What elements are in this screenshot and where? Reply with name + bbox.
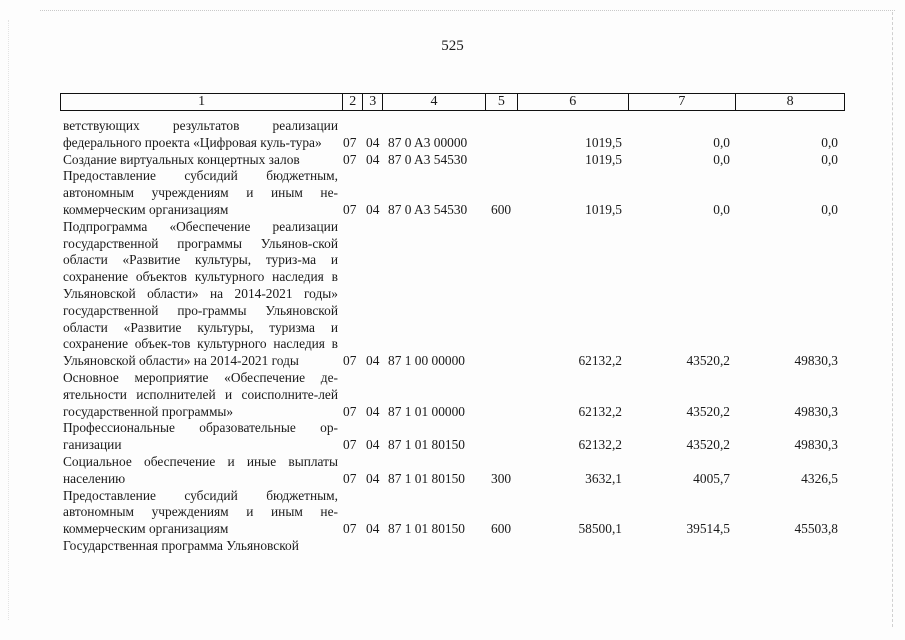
cell-pr: 04 <box>366 403 380 419</box>
cell-pr: 04 <box>366 134 380 150</box>
header-col-7: 7 <box>629 94 737 110</box>
cell-csr: 87 1 01 80150 <box>388 470 465 486</box>
cell-pr: 04 <box>366 201 380 217</box>
budget-table-body <box>63 118 848 555</box>
cell-year-2: 0,0 <box>713 151 730 167</box>
cell-pr: 04 <box>366 470 380 486</box>
cell-year-3: 4326,5 <box>801 470 838 486</box>
cell-rz: 07 <box>343 151 357 167</box>
row-values <box>63 471 848 488</box>
cell-pr: 04 <box>366 437 380 453</box>
row-values <box>63 437 848 454</box>
cell-pr: 04 <box>366 151 380 167</box>
table-header <box>60 93 845 111</box>
row-values <box>63 404 848 421</box>
table-row <box>63 538 848 555</box>
cell-vr: 600 <box>491 201 512 217</box>
cell-year-3: 0,0 <box>821 134 838 150</box>
scan-edge-top <box>40 10 895 12</box>
table-row <box>63 152 848 169</box>
cell-vr: 300 <box>491 470 512 486</box>
row-name: Социальное обеспечение и иные выплаты населению <box>63 453 338 486</box>
row-name: Государственная программа Ульяновской <box>63 537 299 553</box>
cell-year-1: 1019,5 <box>585 134 622 150</box>
cell-csr: 87 1 01 80150 <box>388 521 465 537</box>
cell-year-1: 62132,2 <box>578 437 622 453</box>
row-values <box>63 152 848 169</box>
cell-csr: 87 1 00 00000 <box>388 353 465 369</box>
row-name: Предоставление субсидий бюджетным, автономным учреждениям и иным не-коммерческим организациям <box>63 487 338 537</box>
row-values <box>63 353 848 370</box>
cell-pr: 04 <box>366 353 380 369</box>
cell-year-2: 43520,2 <box>686 437 730 453</box>
cell-rz: 07 <box>343 437 357 453</box>
cell-year-1: 1019,5 <box>585 201 622 217</box>
scan-edge-right <box>892 12 894 627</box>
cell-csr: 87 0 A3 54530 <box>388 201 468 217</box>
cell-pr: 04 <box>366 521 380 537</box>
cell-rz: 07 <box>343 353 357 369</box>
row-name: Создание виртуальных концертных залов <box>63 151 300 167</box>
table-row <box>63 118 848 152</box>
cell-year-2: 4005,7 <box>693 470 730 486</box>
cell-year-3: 45503,8 <box>794 521 838 537</box>
cell-year-2: 43520,2 <box>686 403 730 419</box>
cell-csr: 87 0 A3 00000 <box>388 134 468 150</box>
table-row <box>63 219 848 370</box>
cell-rz: 07 <box>343 521 357 537</box>
cell-rz: 07 <box>343 134 357 150</box>
cell-year-2: 0,0 <box>713 201 730 217</box>
row-values <box>63 135 848 152</box>
cell-rz: 07 <box>343 470 357 486</box>
cell-year-1: 62132,2 <box>578 403 622 419</box>
cell-year-2: 43520,2 <box>686 353 730 369</box>
cell-rz: 07 <box>343 201 357 217</box>
cell-year-2: 39514,5 <box>686 521 730 537</box>
cell-year-1: 62132,2 <box>578 353 622 369</box>
table-row <box>63 488 848 538</box>
header-col-4: 4 <box>383 94 486 110</box>
cell-year-3: 0,0 <box>821 151 838 167</box>
cell-vr: 600 <box>491 521 512 537</box>
cell-year-1: 1019,5 <box>585 151 622 167</box>
header-col-5: 5 <box>486 94 518 110</box>
cell-rz: 07 <box>343 403 357 419</box>
cell-csr: 87 0 A3 54530 <box>388 151 468 167</box>
cell-year-1: 58500,1 <box>578 521 622 537</box>
row-name: Предоставление субсидий бюджетным, автономным учреждениям и иным не-коммерческим организациям <box>63 168 338 217</box>
page-number: 525 <box>441 38 464 54</box>
header-col-1: 1 <box>61 94 343 110</box>
table-row <box>63 168 848 218</box>
cell-year-3: 49830,3 <box>794 437 838 453</box>
cell-csr: 87 1 01 00000 <box>388 403 465 419</box>
row-name: ветствующих результатов реализации федерального проекта «Цифровая куль-тура» <box>63 118 338 150</box>
table-row <box>63 420 848 454</box>
header-col-2: 2 <box>343 94 363 110</box>
cell-year-3: 49830,3 <box>794 353 838 369</box>
table-row <box>63 454 848 488</box>
row-values <box>63 202 848 219</box>
cell-year-3: 0,0 <box>821 201 838 217</box>
row-name: Основное мероприятие «Обеспечение де-ятельности исполнителей и соисполните-лей государственной программы» <box>63 369 338 419</box>
cell-csr: 87 1 01 80150 <box>388 437 465 453</box>
header-col-8: 8 <box>786 94 794 109</box>
header-col-3: 3 <box>363 94 383 110</box>
cell-year-2: 0,0 <box>713 134 730 150</box>
cell-year-1: 3632,1 <box>585 470 622 486</box>
row-name: Профессиональные образовательные ор-ганизации <box>63 420 338 453</box>
scan-edge-left <box>8 20 10 620</box>
table-row <box>63 370 848 420</box>
cell-year-3: 49830,3 <box>794 403 838 419</box>
row-values <box>63 521 848 538</box>
header-col-6: 6 <box>518 94 629 110</box>
row-name: Подпрограмма «Обеспечение реализации государственной программы Ульянов-ской области «Развитие культуры, туриз-ма и сохранение объектов культурного наследия в Ульяновской области» на 2014-2021 годы» государственной про-граммы Ульяновской области «Развитие культуры, туризма и сохранение объек-тов культурного наследия в Ульяновской области» на 2014-2021 годы <box>63 218 338 369</box>
